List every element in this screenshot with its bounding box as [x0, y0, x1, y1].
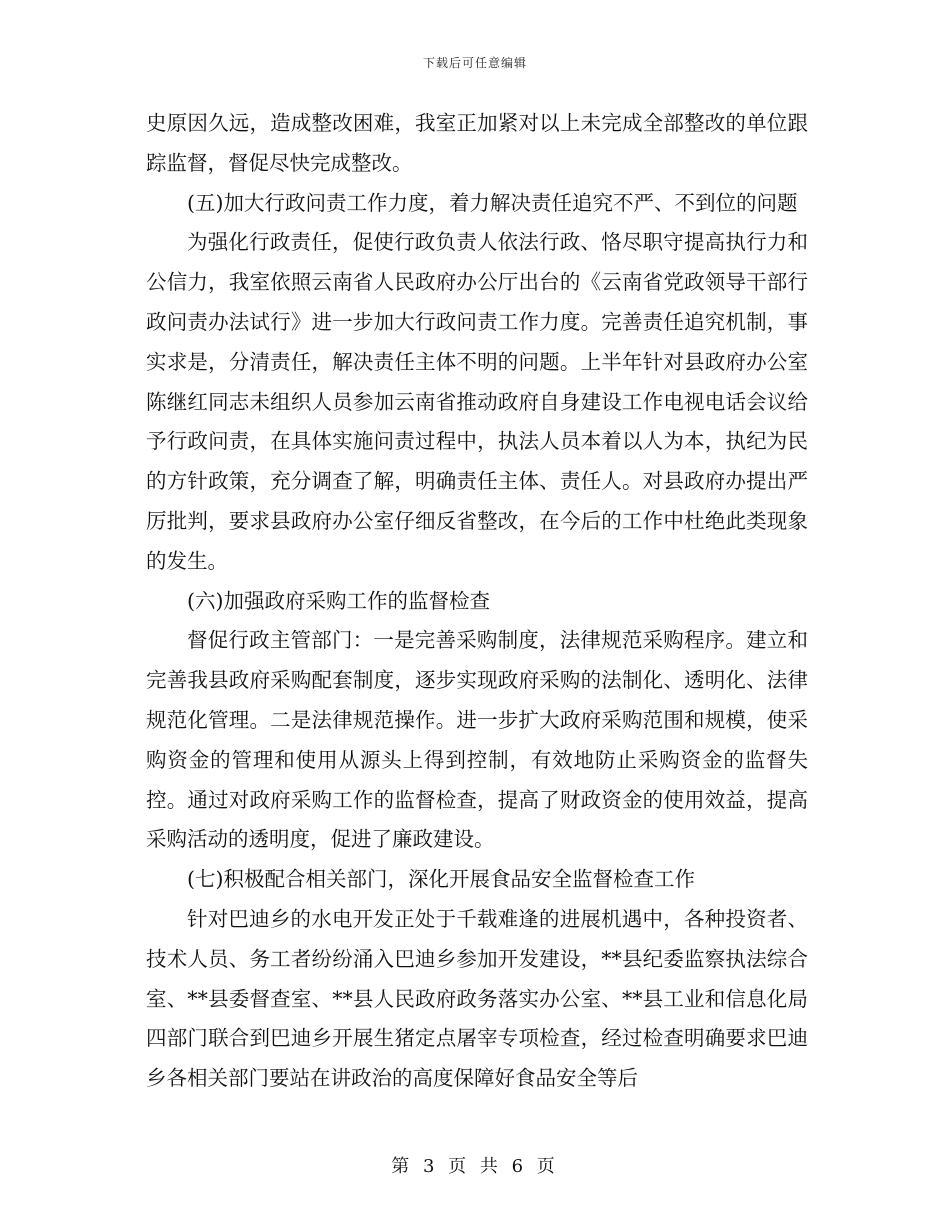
page-header: 下载后可任意编辑 [422, 56, 527, 70]
page-number-footer: 第 3 页 共 6 页 [391, 1156, 559, 1177]
section-heading-6: (六)加强政府采购工作的监督检查 [187, 588, 490, 613]
paragraph-food-safety: 针对巴迪乡的水电开发正处于千载难逢的进展机遇中，各种投资者、技术人员、务工者纷纷涌入巴迪乡参加开发建设，**县纪委监察执法综合室、**县委督查室、**县人民政府政务落实办公室、**县工业和信息化局四部门联合到巴迪乡开展生猪定点屠宰专项检查，经过检查明确要求巴迪乡各相关部门要站在讲政治的高度保障好食品安全等后 [146, 906, 808, 1091]
document-body [146, 104, 808, 1099]
section-heading-5: (五)加大行政问责工作力度，着力解决责任追究不严、不到位的问题 [187, 190, 798, 215]
section-heading-7: (七)积极配合相关部门，深化开展食品安全监督检查工作 [187, 867, 695, 892]
paragraph-procurement: 督促行政主管部门：一是完善采购制度，法律规范采购程序。建立和完善我县政府采购配套制度，逐步实现政府采购的法制化、透明化、法律规范化管理。二是法律规范操作。进一步扩大政府采购范围和规模，使采购资金的管理和使用从源头上得到控制，有效地防止采购资金的监督失控。通过对政府采购工作的监督检查，提高了财政资金的使用效益，提高采购活动的透明度，促进了廉政建设。 [146, 628, 808, 852]
paragraph-accountability: 为强化行政责任，促使行政负责人依法行政、恪尽职守提高执行力和公信力，我室依照云南省人民政府办公厅出台的《云南省党政领导干部行政问责办法试行》进一步加大行政问责工作力度。完善责任追究机制，事实求是，分清责任，解决责任主体不明的问题。上半年针对县政府办公室陈继红同志未组织人员参加云南省推动政府自身建设工作电视电话会议给予行政问责，在具体实施问责过程中，执法人员本着以人为本，执纪为民的方针政策，充分调查了解，明确责任主体、责任人。对县政府办提出严厉批判，要求县政府办公室仔细反省整改，在今后的工作中杜绝此类现象的发生。 [146, 230, 808, 573]
paragraph-continuation: 史原因久远，造成整改困难，我室正加紧对以上未完成全部整改的单位跟踪监督，督促尽快完成整改。 [146, 111, 808, 175]
